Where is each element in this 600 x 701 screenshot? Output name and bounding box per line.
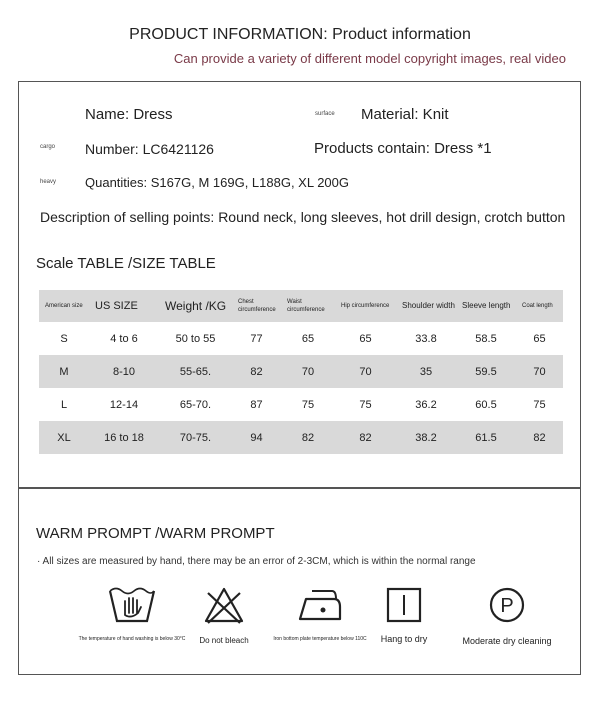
table-cell: 8-10 (89, 355, 159, 388)
table-cell: M (39, 355, 89, 388)
care-label: Do not bleach (199, 636, 249, 645)
header-coat: Coat length (516, 290, 563, 322)
measurement-note: · All sizes are measured by hand, there may be an error of 2-3CM, which is within the normal range (37, 556, 476, 567)
table-cell: 82 (335, 421, 396, 454)
table-cell: S (60, 332, 68, 345)
header-waist: Waist circumference (281, 290, 335, 322)
care-label: Moderate dry cleaning (462, 636, 552, 646)
table-row (39, 388, 563, 421)
product-number: Number: LC6421126 (85, 141, 214, 157)
table-row (39, 355, 563, 388)
table-cell: 36.2 (415, 398, 437, 411)
dry-clean-p-icon (487, 585, 527, 625)
size-table-header-row (39, 290, 563, 322)
header-american-size: American size (39, 290, 89, 322)
iron-low-temperature-icon (296, 585, 344, 625)
hand-wash-icon (107, 585, 157, 625)
do-not-bleach-icon (202, 585, 246, 625)
table-cell: L (60, 398, 68, 411)
care-item-dry-clean (457, 585, 557, 655)
table-cell: 38.2 (396, 421, 456, 454)
table-cell: 58.5 (475, 332, 497, 345)
care-item-hang-dry (364, 585, 444, 655)
table-cell: 94 (232, 421, 281, 454)
heavy-tag: heavy (40, 179, 57, 185)
table-row (39, 421, 563, 454)
table-cell: 55-65. (159, 355, 232, 388)
cargo-tag: cargo (40, 144, 56, 150)
care-item-no-bleach (179, 585, 269, 655)
table-cell: 87 (250, 398, 263, 411)
table-cell: 4 to 6 (110, 332, 138, 345)
care-label: Iron bottom plate temperature below 110C (273, 636, 367, 642)
table-cell: 65 (301, 332, 315, 345)
header-hip: Hip circumference (335, 290, 396, 322)
table-cell: 61.5 (456, 421, 516, 454)
table-cell: 75 (533, 398, 546, 411)
table-cell: 35 (396, 355, 456, 388)
product-material: Material: Knit (361, 106, 449, 123)
table-cell: 82 (516, 421, 563, 454)
table-cell: 16 to 18 (89, 421, 159, 454)
table-cell: 33.8 (415, 332, 437, 345)
table-cell: 77 (250, 332, 263, 345)
header-us-size: US SIZE (89, 290, 159, 322)
table-cell: 59.5 (456, 355, 516, 388)
hang-dry-icon (384, 585, 424, 625)
table-row (39, 322, 563, 355)
table-cell: 70 (281, 355, 335, 388)
selling-points: Description of selling points: Round neck, long sleeves, hot drill design, crotch button (40, 209, 566, 225)
table-cell: 82 (232, 355, 281, 388)
table-cell: 75 (359, 398, 372, 411)
table-cell: 82 (281, 421, 335, 454)
table-cell: 12-14 (109, 398, 139, 411)
table-cell: 60.5 (475, 398, 497, 411)
table-cell: 70 (516, 355, 563, 388)
product-info-box (18, 81, 581, 488)
warm-prompt-title: WARM PROMPT /WARM PROMPT (36, 525, 275, 542)
header-subtitle: Can provide a variety of different model copyright images, real video (173, 51, 566, 66)
surface-tag: surface (315, 111, 335, 117)
care-item-hand-wash (77, 585, 187, 655)
header-chest: Chest circumference (232, 290, 281, 322)
header-title: PRODUCT INFORMATION: Product information (129, 26, 471, 43)
product-quantities: Quantities: S167G, M 169G, L188G, XL 200G (85, 175, 350, 190)
care-label: Hang to dry (380, 634, 428, 644)
table-cell: 65 (533, 332, 546, 345)
size-table (39, 290, 563, 454)
care-label: The temperature of hand washing is below 30°C (78, 636, 186, 642)
header-shoulder: Shoulder width (396, 290, 456, 322)
warm-prompt-box (18, 488, 581, 675)
header-sleeve: Sleeve length (456, 290, 516, 322)
header-weight: Weight /KG (159, 290, 232, 322)
size-table-title: Scale TABLE /SIZE TABLE (36, 255, 216, 272)
table-cell: 70-75. (159, 421, 232, 454)
care-item-iron (265, 585, 375, 655)
table-cell: 65-70. (179, 398, 212, 411)
product-contains: Products contain: Dress *1 (314, 140, 492, 157)
table-cell: 65 (359, 332, 372, 345)
table-cell: 50 to 55 (175, 332, 216, 345)
product-name: Name: Dress (85, 106, 173, 123)
svg-text:P: P (500, 595, 514, 617)
table-cell: 75 (301, 398, 315, 411)
table-cell: 70 (335, 355, 396, 388)
table-cell: XL (39, 421, 89, 454)
